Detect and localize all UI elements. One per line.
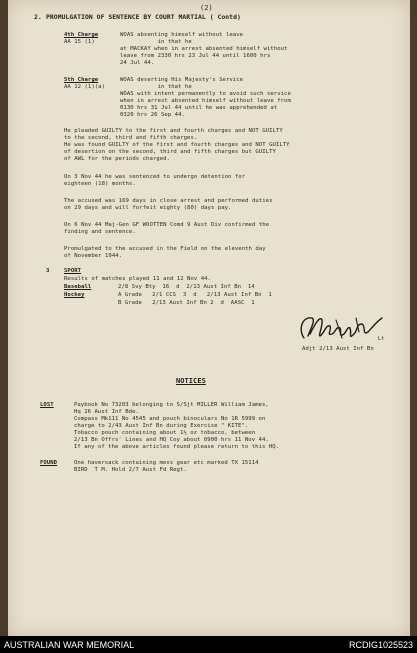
- section-number: 2.: [34, 13, 42, 21]
- promulgated-line: Promulgated to the accused in the Field on the eleventh day: [64, 246, 266, 252]
- charge4-line: 24 Jul 44.: [120, 60, 155, 66]
- handwritten-signature: [296, 310, 388, 346]
- lost-line: charge to 2/43 Aust Inf Bn during Exercise " KITE".: [74, 423, 249, 429]
- baseball-label: Baseball: [64, 284, 92, 290]
- confirm-line: On 6 Nov 44 Maj-Gen GF WOOTTEN Comd 9 Aust Div confirmed the: [64, 222, 270, 228]
- hockey-b-result: B Grade 2/13 Aust Inf Bn 2 d AASC 1: [118, 300, 255, 306]
- notices-title: NOTICES: [176, 377, 206, 385]
- charge5-line: WOAS with intent permanently to avoid such service: [120, 91, 291, 97]
- forfeit-line: on 29 days and will forfeit eighty (80) days pay.: [64, 205, 232, 211]
- signoff-rank: Lt: [378, 336, 385, 342]
- plea-line: of AWL for the periods charged.: [64, 156, 170, 162]
- lost-line: Tobacco pouch containing about 1½ oz tobacco, between: [74, 430, 256, 436]
- charge5-line: in that he: [120, 84, 192, 90]
- hockey-label: Hockey: [64, 292, 85, 298]
- promulgated-line: of November 1944.: [64, 253, 123, 259]
- record-id: RCDIG1025523: [348, 640, 413, 650]
- plea-line: of desertion on the second, third and fifth charges but GUILTY: [64, 149, 276, 155]
- sentence-line: eighteen (18) months.: [64, 181, 136, 187]
- archive-footer: [0, 636, 417, 653]
- page-number: (2): [200, 4, 213, 12]
- lost-label: LOST: [40, 402, 54, 408]
- charge5-line: WOAS deserting His Majesty's Service: [120, 77, 244, 83]
- confirm-line: finding and sentence.: [64, 229, 136, 235]
- charge4-code: AA 15 (1): [64, 39, 95, 45]
- charge5-label: 5th Charge: [64, 77, 99, 83]
- sentence-line: On 3 Nov 44 he was sentenced to undergo detention for: [64, 174, 246, 180]
- sport-intro: Results of matches played 11 and 12 Nov 44.: [64, 276, 211, 282]
- charge5-line: when in arrest absented himself without leave from: [120, 98, 291, 104]
- found-label: FOUND: [40, 460, 58, 466]
- charge4-line: leave from 2330 hrs 23 Jul 44 until 1600 hrs: [120, 53, 271, 59]
- lost-line: 2/13 Bn Offrs' Lines and HQ Coy about 0900 hrs 11 Nov 44.: [74, 437, 269, 443]
- found-line: BIRD T M. Hold 2/7 Aust Fd Regt.: [74, 467, 187, 473]
- forfeit-line: The accused was 169 days in close arrest and performed duties: [64, 198, 273, 204]
- section-heading: PROMULGATION OF SENTENCE BY COURT MARTIAL ( Contd): [46, 13, 241, 21]
- plea-line: He was found GUILTY of the first and fourth charges and NOT GUILTY: [64, 142, 290, 148]
- lost-line: Hq 26 Aust Inf Bde.: [74, 409, 139, 415]
- lost-line: Compass Mk111 No 4545 and pouch binoculars No 1R 5999 on: [74, 416, 266, 422]
- signoff-appointment: Adjt 2/13 Aust Inf Bn: [302, 346, 374, 352]
- sport-number: 3: [46, 268, 50, 274]
- lost-line: Paybook No 73203 belonging to S/Sjt MILLER William James,: [74, 402, 269, 408]
- charge5-code: AA 12 (1)(a): [64, 84, 106, 90]
- charge5-line: 0320 hrs 26 Sep 44.: [120, 112, 185, 118]
- plea-line: He pleaded GUILTY to the first and fourth charges and NOT GUILTY: [64, 128, 283, 134]
- sport-title: SPORT: [64, 268, 82, 274]
- hockey-a-result: A Grade 2/1 CCS 3 d 2/13 Aust Inf Bn 1: [118, 292, 272, 298]
- archive-name: AUSTRALIAN WAR MEMORIAL: [4, 640, 135, 650]
- charge5-line: 0130 hrs 31 Jul 44 until he was apprehended at: [120, 105, 278, 111]
- found-line: One haversack containing mess gear etc marked TX 15114: [74, 460, 259, 466]
- baseball-result: 2/8 Svy Bty 16 d 2/13 Aust Inf Bn 14: [118, 284, 255, 290]
- charge4-line: at MACKAY when in arrest absented himself without: [120, 46, 288, 52]
- charge4-label: 4th Charge: [64, 32, 99, 38]
- charge4-line: in that he: [120, 39, 192, 45]
- charge4-line: WOAS absenting himself without leave: [120, 32, 244, 38]
- lost-line: If any of the above articles found please return to this HQ.: [74, 444, 280, 450]
- plea-line: to the second, third and fifth charges.: [64, 135, 198, 141]
